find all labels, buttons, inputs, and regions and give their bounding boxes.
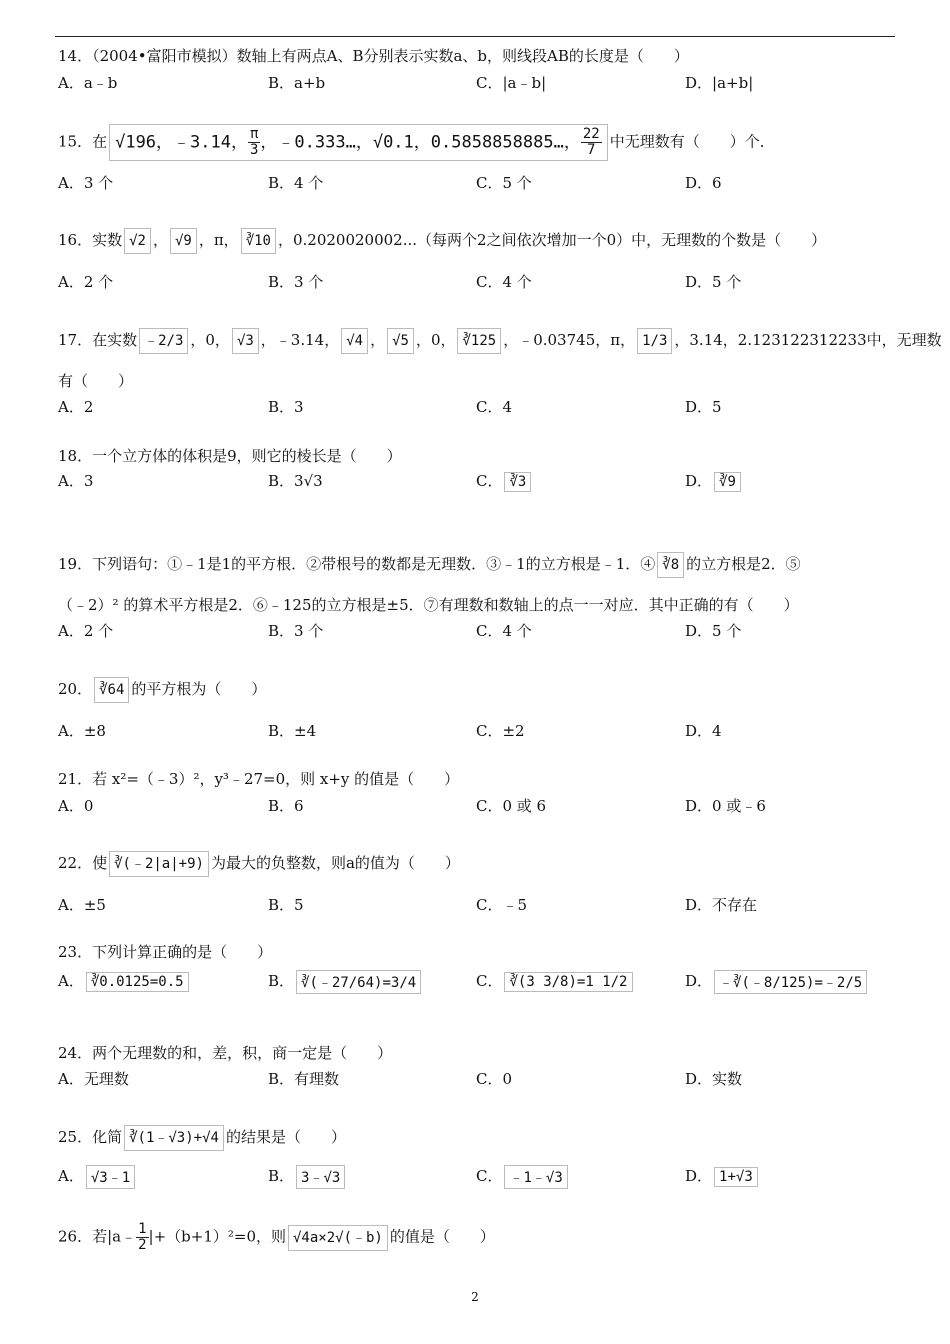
question-suffix: 中无理数有（ ）个． (609, 132, 775, 151)
options-14 (58, 72, 898, 106)
fraction (136, 1222, 148, 1253)
option-b[interactable] (268, 1165, 347, 1189)
math-expression (109, 124, 608, 161)
question-text: ，π， (198, 231, 239, 249)
question-15 (58, 124, 898, 161)
option-a[interactable]: A．2 个 (58, 622, 114, 640)
question-16: 16．实数 √2 ， √9 ，π， ∛10 ，0.2020020002...（每两个2之间依次增加一个0）中，无理数的个数是（ ） (58, 228, 898, 254)
question-text: 的立方根是2．⑤ (686, 555, 801, 573)
fraction-denominator: 3 (249, 142, 259, 158)
math-cbrt: ∛125 (457, 328, 501, 354)
math-expression: ∛(﹣27/64)=3/4 (296, 970, 421, 994)
math-expression: ∛0.0125=0.5 (86, 972, 189, 992)
option-b[interactable]: B．a+b (268, 74, 326, 92)
question-stem: 18．一个立方体的体积是9，则它的棱长是（ ） (58, 447, 402, 465)
math-sqrt: √9 (170, 228, 197, 254)
question-suffix: ，0.2020020002...（每两个2之间依次增加一个0）中，无理数的个数是（ ） (277, 231, 827, 249)
option-d[interactable]: D．实数 (685, 1070, 743, 1088)
question-stem: 21．若 x²=（﹣3）²，y³﹣27=0，则 x+y 的值是（ ） (58, 770, 460, 788)
math-expression: ∛(1﹣√3)+√4 (124, 1125, 224, 1151)
option-c[interactable] (476, 470, 533, 492)
option-d[interactable] (685, 470, 743, 492)
option-b[interactable]: B．3 (268, 398, 304, 416)
option-a[interactable]: A．a﹣b (58, 74, 118, 92)
options-19 (58, 620, 898, 654)
question-text: ，﹣3.14， (260, 331, 340, 349)
question-prefix: 26．若|a﹣ (58, 1227, 137, 1246)
option-b[interactable]: B．±4 (268, 722, 317, 740)
question-suffix: 的平方根为（ ） (131, 680, 267, 698)
question-prefix: 17．在实数 (58, 331, 138, 349)
option-c[interactable]: C．5 个 (476, 174, 532, 192)
option-b[interactable]: B．3 个 (268, 273, 324, 291)
math-expression: ∛(3 3/8)=1 1/2 (504, 972, 632, 992)
math-cbrt: ∛8 (657, 552, 684, 578)
option-label: B． (268, 972, 295, 990)
option-c[interactable]: C．﹣5 (476, 896, 528, 914)
option-a[interactable]: A．无理数 (58, 1070, 129, 1088)
option-label: C． (476, 472, 503, 490)
math-cbrt: ∛9 (714, 472, 741, 492)
question-prefix: 20． (58, 680, 93, 698)
option-c[interactable]: C．4 (476, 398, 513, 416)
option-b[interactable]: B．有理数 (268, 1070, 340, 1088)
option-a[interactable]: A．2 个 (58, 273, 114, 291)
math-expression: 1+√3 (714, 1167, 758, 1187)
question-21 (58, 768, 898, 790)
options-16 (58, 271, 898, 305)
option-a[interactable]: A．±5 (58, 896, 106, 914)
math-expression: ﹣∛(﹣8/125)=﹣2/5 (714, 970, 867, 994)
math-part: √196，﹣3.14， (115, 132, 248, 153)
question-24 (58, 1042, 898, 1064)
fraction-numerator: π (249, 126, 259, 142)
option-d[interactable] (685, 1165, 760, 1187)
option-label: D． (685, 472, 713, 490)
question-25 (58, 1125, 898, 1151)
question-suffix: 的结果是（ ） (225, 1128, 346, 1146)
option-label: D． (685, 972, 713, 990)
option-c[interactable]: C．4 个 (476, 273, 532, 291)
fraction (248, 127, 260, 158)
fraction-denominator: 2 (138, 1237, 147, 1253)
option-a[interactable]: A．3 个 (58, 174, 114, 192)
options-22 (58, 894, 898, 928)
option-c[interactable]: C．0 或 6 (476, 797, 547, 815)
math-sqrt: √2 (124, 228, 151, 254)
option-d[interactable]: D．5 个 (685, 273, 742, 291)
fraction (581, 127, 602, 158)
math-cbrt: ∛3 (504, 472, 531, 492)
option-a[interactable]: A．±8 (58, 722, 106, 740)
math-expression: √3﹣1 (86, 1165, 135, 1189)
top-rule (55, 36, 895, 37)
math-cbrt: ∛64 (94, 677, 129, 703)
question-19-line2 (58, 594, 898, 616)
option-c[interactable] (476, 1165, 570, 1189)
question-20 (58, 677, 898, 703)
math-cbrt: ∛(﹣2|a|+9) (109, 851, 209, 877)
option-c[interactable]: C．|a﹣b| (476, 74, 547, 92)
question-text: ，0， (415, 331, 456, 349)
option-b[interactable]: B．6 (268, 797, 304, 815)
option-a[interactable] (58, 970, 191, 992)
fraction-numerator: 22 (582, 126, 600, 142)
question-text: ，﹣0.03745，π， (503, 331, 636, 349)
math-fraction: ﹣2/3 (139, 328, 188, 354)
question-prefix: 15．在 (58, 132, 108, 151)
math-expression: 3﹣√3 (296, 1165, 345, 1189)
options-15 (58, 172, 898, 206)
math-fraction: 1/3 (637, 328, 672, 354)
option-d[interactable]: D．6 (685, 174, 722, 192)
question-19 (58, 552, 898, 578)
options-21 (58, 795, 898, 829)
question-suffix: 为最大的负整数，则a的值为（ ） (210, 854, 460, 872)
question-26 (58, 1222, 898, 1253)
math-sqrt: √4 (341, 328, 368, 354)
option-label: C． (476, 972, 503, 990)
option-label: D． (685, 1167, 713, 1185)
question-text: 19．下列语句：①﹣1是1的平方根．②带根号的数都是无理数．③﹣1的立方根是﹣1．④ (58, 555, 656, 573)
options-18 (58, 470, 898, 504)
option-c[interactable]: C．0 (476, 1070, 513, 1088)
option-label: C． (476, 1167, 503, 1185)
question-text: （﹣2）² 的算术平方根是2．⑥﹣125的立方根是±5．⑦有理数和数轴上的点一一对应．其中正确的有（ ） (58, 596, 799, 614)
question-text: ，3.14，2.123122312233中，无理数 (674, 331, 942, 349)
option-a[interactable]: A．2 (58, 398, 94, 416)
question-prefix: 22．使 (58, 854, 108, 872)
question-text: ，0， (190, 331, 230, 349)
option-a[interactable] (58, 1165, 137, 1189)
options-24 (58, 1068, 898, 1102)
math-expression: ﹣1﹣√3 (504, 1165, 567, 1189)
option-b[interactable]: B．5 (268, 896, 304, 914)
question-text: 有（ ） (58, 372, 134, 390)
option-d[interactable]: D．不存在 (685, 896, 758, 914)
option-label: A． (58, 1167, 84, 1185)
option-d[interactable]: D．4 (685, 722, 722, 740)
math-cbrt: ∛10 (241, 228, 276, 254)
option-c[interactable]: C．4 个 (476, 622, 532, 640)
question-17-line2 (58, 370, 898, 392)
math-sqrt: √5 (387, 328, 414, 354)
option-b[interactable] (268, 970, 423, 994)
option-b[interactable]: B．4 个 (268, 174, 324, 192)
fraction-numerator: 1 (138, 1221, 147, 1237)
options-17 (58, 396, 898, 430)
option-c[interactable]: C．±2 (476, 722, 525, 740)
question-suffix: 的值是（ ） (389, 1227, 495, 1246)
fraction-denominator: 7 (587, 142, 596, 158)
options-20 (58, 720, 898, 754)
question-stem: 14．（2004•富阳市模拟）数轴上有两点A、B分别表示实数a、b，则线段AB的长度是（ ） (58, 47, 689, 65)
question-stem: 24．两个无理数的和，差，积，商一定是（ ） (58, 1044, 393, 1062)
math-expression: √4a×2√(﹣b) (288, 1225, 388, 1251)
question-22 (58, 851, 898, 877)
option-d[interactable]: D．5 个 (685, 622, 742, 640)
option-label: A． (58, 972, 84, 990)
page-number: 2 (471, 1290, 479, 1304)
options-25 (58, 1165, 898, 1199)
option-a[interactable]: A．3 (58, 472, 94, 490)
option-d[interactable] (685, 970, 869, 994)
question-text: |+（b+1）²=0，则 (148, 1227, 286, 1246)
question-prefix: 25．化简 (58, 1128, 123, 1146)
question-14 (58, 45, 898, 67)
option-b[interactable]: B．3 个 (268, 622, 324, 640)
question-18 (58, 445, 898, 467)
question-stem: 23．下列计算正确的是（ ） (58, 943, 273, 961)
option-c[interactable] (476, 970, 635, 992)
option-label: B． (268, 1167, 295, 1185)
question-17: 17．在实数 ﹣2/3 ，0， √3 ，﹣3.14， √4 ， √5 ，0， ∛125 ，﹣0.03745，π， 1/3 ，3.14，2.123122312233中，无理数 (58, 328, 898, 354)
options-23 (58, 970, 898, 1004)
option-d[interactable]: D．0 或﹣6 (685, 797, 766, 815)
option-a[interactable]: A．0 (58, 797, 94, 815)
option-d[interactable]: D．5 (685, 398, 722, 416)
question-prefix: 16．实数 (58, 231, 123, 249)
math-part: ，﹣0.333…，√0.1，0.5858858885…， (260, 132, 581, 153)
option-d[interactable]: D．|a+b| (685, 74, 754, 92)
math-sqrt: √3 (232, 328, 259, 354)
question-23 (58, 941, 898, 963)
option-b[interactable]: B．3√3 (268, 472, 323, 490)
